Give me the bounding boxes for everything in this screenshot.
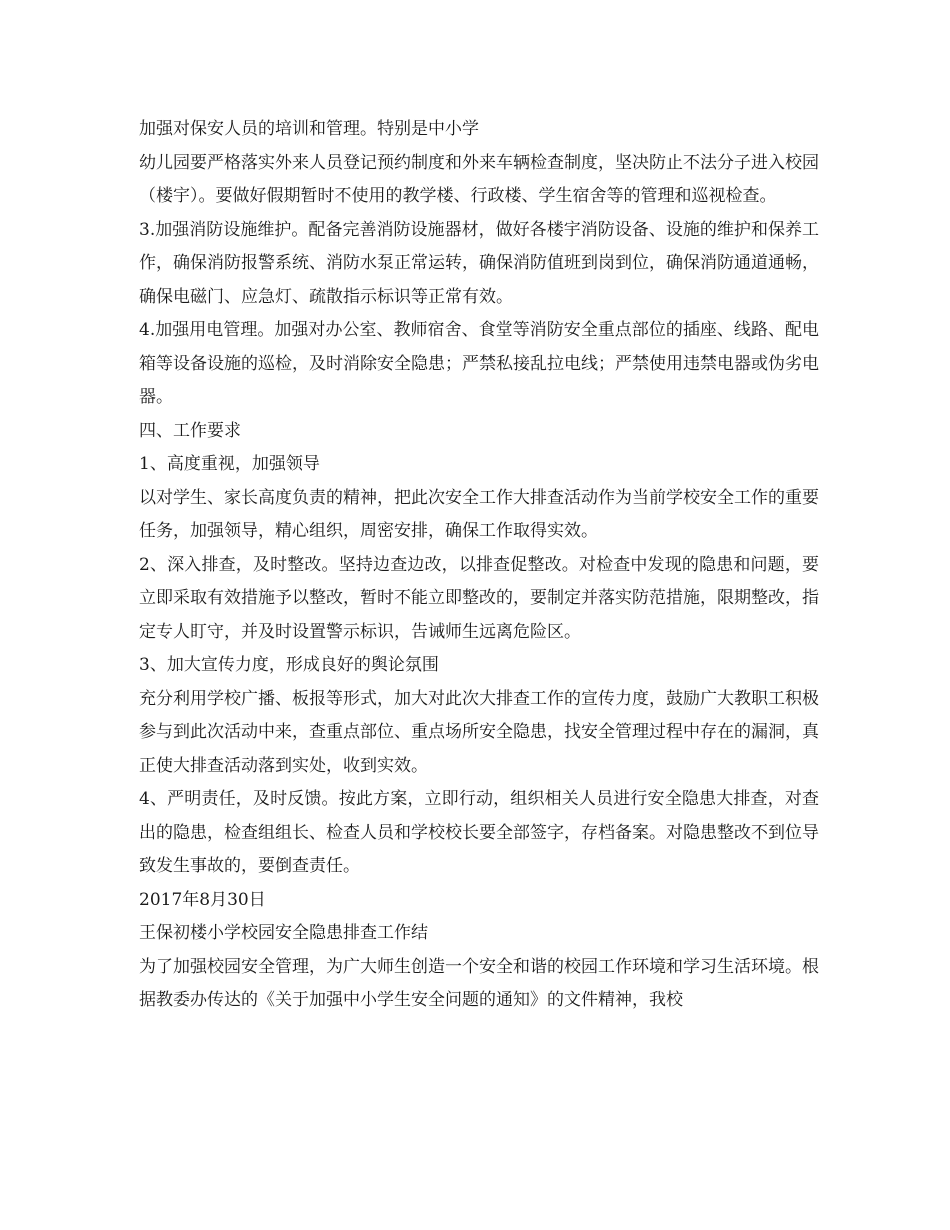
paragraph: 4、严明责任，及时反馈。按此方案，立即行动，组织相关人员进行安全隐患大排查，对查出的隐患，检查组组长、检查人员和学校校长要全部签字，存档备案。对隐患整改不到位导致发生事故的，要倒查责任。 xyxy=(139,789,819,876)
date-line: 2017年8月30日 xyxy=(139,889,266,910)
document-title: 王保初楼小学校园安全隐患排查工作结 xyxy=(139,923,428,943)
subsection-heading: 1、高度重视，加强领导 xyxy=(139,454,320,474)
section-heading: 四、工作要求 xyxy=(139,420,241,441)
paragraph: 为了加强校园安全管理，为广大师生创造一个安全和谐的校园工作环境和学习生活环境。根据教委办传达的《关于加强中小学生安全问题的通知》的文件精神，我校 xyxy=(139,956,819,1010)
paragraph: 充分利用学校广播、板报等形式，加大对此次大排查工作的宣传力度，鼓励广大教职工积极参与到此次活动中来，查重点部位、重点场所安全隐患，找安全管理过程中存在的漏洞，真正使大排查活动落到实处，收到实效。 xyxy=(139,688,819,776)
paragraph: 4.加强用电管理。加强对办公室、教师宿舍、食堂等消防安全重点部位的插座、线路、配电箱等设备设施的巡检，及时消除安全隐患；严禁私接乱拉电线；严禁使用违禁电器或伪劣电器。 xyxy=(139,320,819,407)
document-body xyxy=(139,113,819,1018)
paragraph: 以对学生、家长高度负责的精神，把此次安全工作大排查活动作为当前学校安全工作的重要任务，加强领导，精心组织，周密安排，确保工作取得实效。 xyxy=(139,487,819,541)
subsection-heading: 3、加大宣传力度，形成良好的舆论氛围 xyxy=(139,655,439,675)
paragraph: 加强对保安人员的培训和管理。特别是中小学 xyxy=(139,119,479,139)
paragraph: 幼儿园要严格落实外来人员登记预约制度和外来车辆检查制度，坚决防止不法分子进入校园（楼宇）。要做好假期暂时不使用的教学楼、行政楼、学生宿舍等的管理和巡视检查。 xyxy=(139,152,819,206)
paragraph: 3.加强消防设施维护。配备完善消防设施器材，做好各楼宇消防设备、设施的维护和保养工作，确保消防报警系统、消防水泵正常运转，确保消防值班到岗到位，确保消防通道通畅，确保电磁门、应急灯、疏散指示标识等正常有效。 xyxy=(139,219,819,307)
paragraph: 2、深入排查，及时整改。坚持边查边改，以排查促整改。对检查中发现的隐患和问题，要立即采取有效措施予以整改，暂时不能立即整改的，要制定并落实防范措施，限期整改，指定专人盯守，并及时设置警示标识，告诫师生远离危险区。 xyxy=(139,554,819,642)
